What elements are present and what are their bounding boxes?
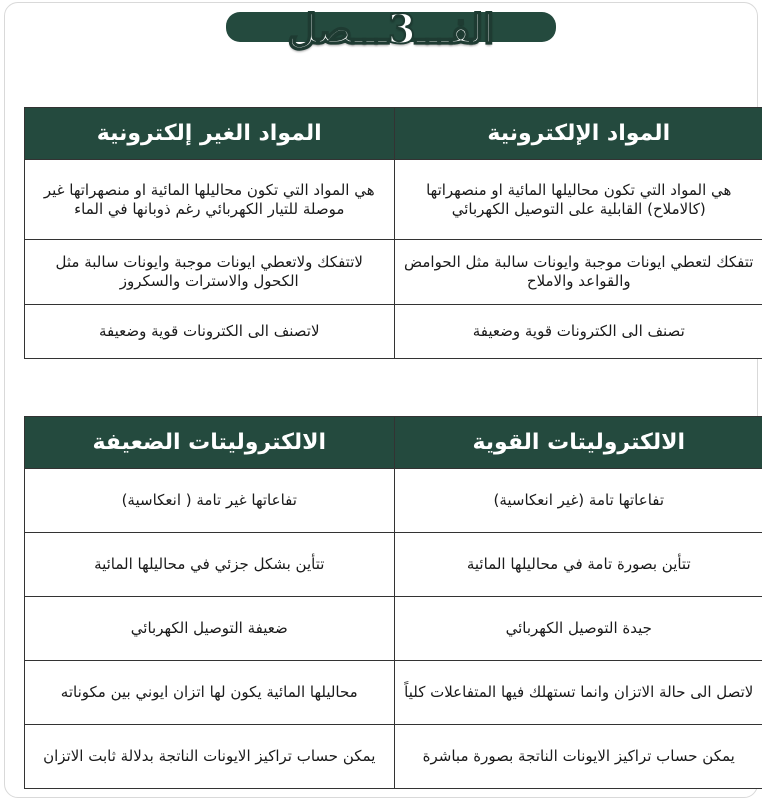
table-cell: تتفكك لتعطي ايونات موجبة وايونات سالبة مثل الحوامض والقواعد والاملاح — [394, 240, 762, 305]
table-cell: جيدة التوصيل الكهربائي — [394, 597, 762, 661]
table-header-row — [25, 417, 762, 469]
table-row — [25, 469, 762, 533]
materials-comparison-table — [24, 107, 762, 359]
header-strong-electrolytes: الالكتروليتات القوية — [394, 417, 762, 469]
header-weak-electrolytes: الالكتروليتات الضعيفة — [25, 417, 395, 469]
chapter-title: الفـــ3ـــصل — [287, 5, 495, 53]
table-cell: تفاعاتها غير تامة ( انعكاسية) — [25, 469, 395, 533]
table-cell: يمكن حساب تراكيز الايونات الناتجة بصورة مباشرة — [394, 725, 762, 789]
table-cell: لاتتفكك ولاتعطي ايونات موجبة وايونات سالبة مثل الكحول والاسترات والسكروز — [25, 240, 395, 305]
table-row — [25, 533, 762, 597]
electrolytes-comparison-table — [24, 416, 762, 789]
table-cell: تتأين بصورة تامة في محاليلها المائية — [394, 533, 762, 597]
table-row — [25, 305, 762, 359]
table-cell: لاتصنف الى الكترونات قوية وضعيفة — [25, 305, 395, 359]
table-cell: هي المواد التي تكون محاليلها المائية او منصهراتها غير موصلة للتيار الكهربائي رغم ذوبانها في الماء — [25, 160, 395, 240]
table-row — [25, 597, 762, 661]
table-header-row — [25, 108, 762, 160]
table-cell: تفاعاتها تامة (غير انعكاسية) — [394, 469, 762, 533]
header-electronic-materials: المواد الإلكترونية — [394, 108, 762, 160]
table-row — [25, 160, 762, 240]
table-row — [25, 725, 762, 789]
table-cell: يمكن حساب تراكيز الايونات الناتجة بدلالة ثابت الاتزان — [25, 725, 395, 789]
table-cell: ضعيفة التوصيل الكهربائي — [25, 597, 395, 661]
table-row — [25, 240, 762, 305]
table-cell: تصنف الى الكترونات قوية وضعيفة — [394, 305, 762, 359]
header-non-electronic-materials: المواد الغير إلكترونية — [25, 108, 395, 160]
table-cell: محاليلها المائية يكون لها اتزان ايوني بين مكوناته — [25, 661, 395, 725]
table-cell: لاتصل الى حالة الاتزان وانما تستهلك فيها المتفاعلات كلياً — [394, 661, 762, 725]
table-row — [25, 661, 762, 725]
table-cell: هي المواد التي تكون محاليلها المائية او منصهراتها (كالاملاح) القابلية على التوصيل الكهربائي — [394, 160, 762, 240]
table-cell: تتأين بشكل جزئي في محاليلها المائية — [25, 533, 395, 597]
